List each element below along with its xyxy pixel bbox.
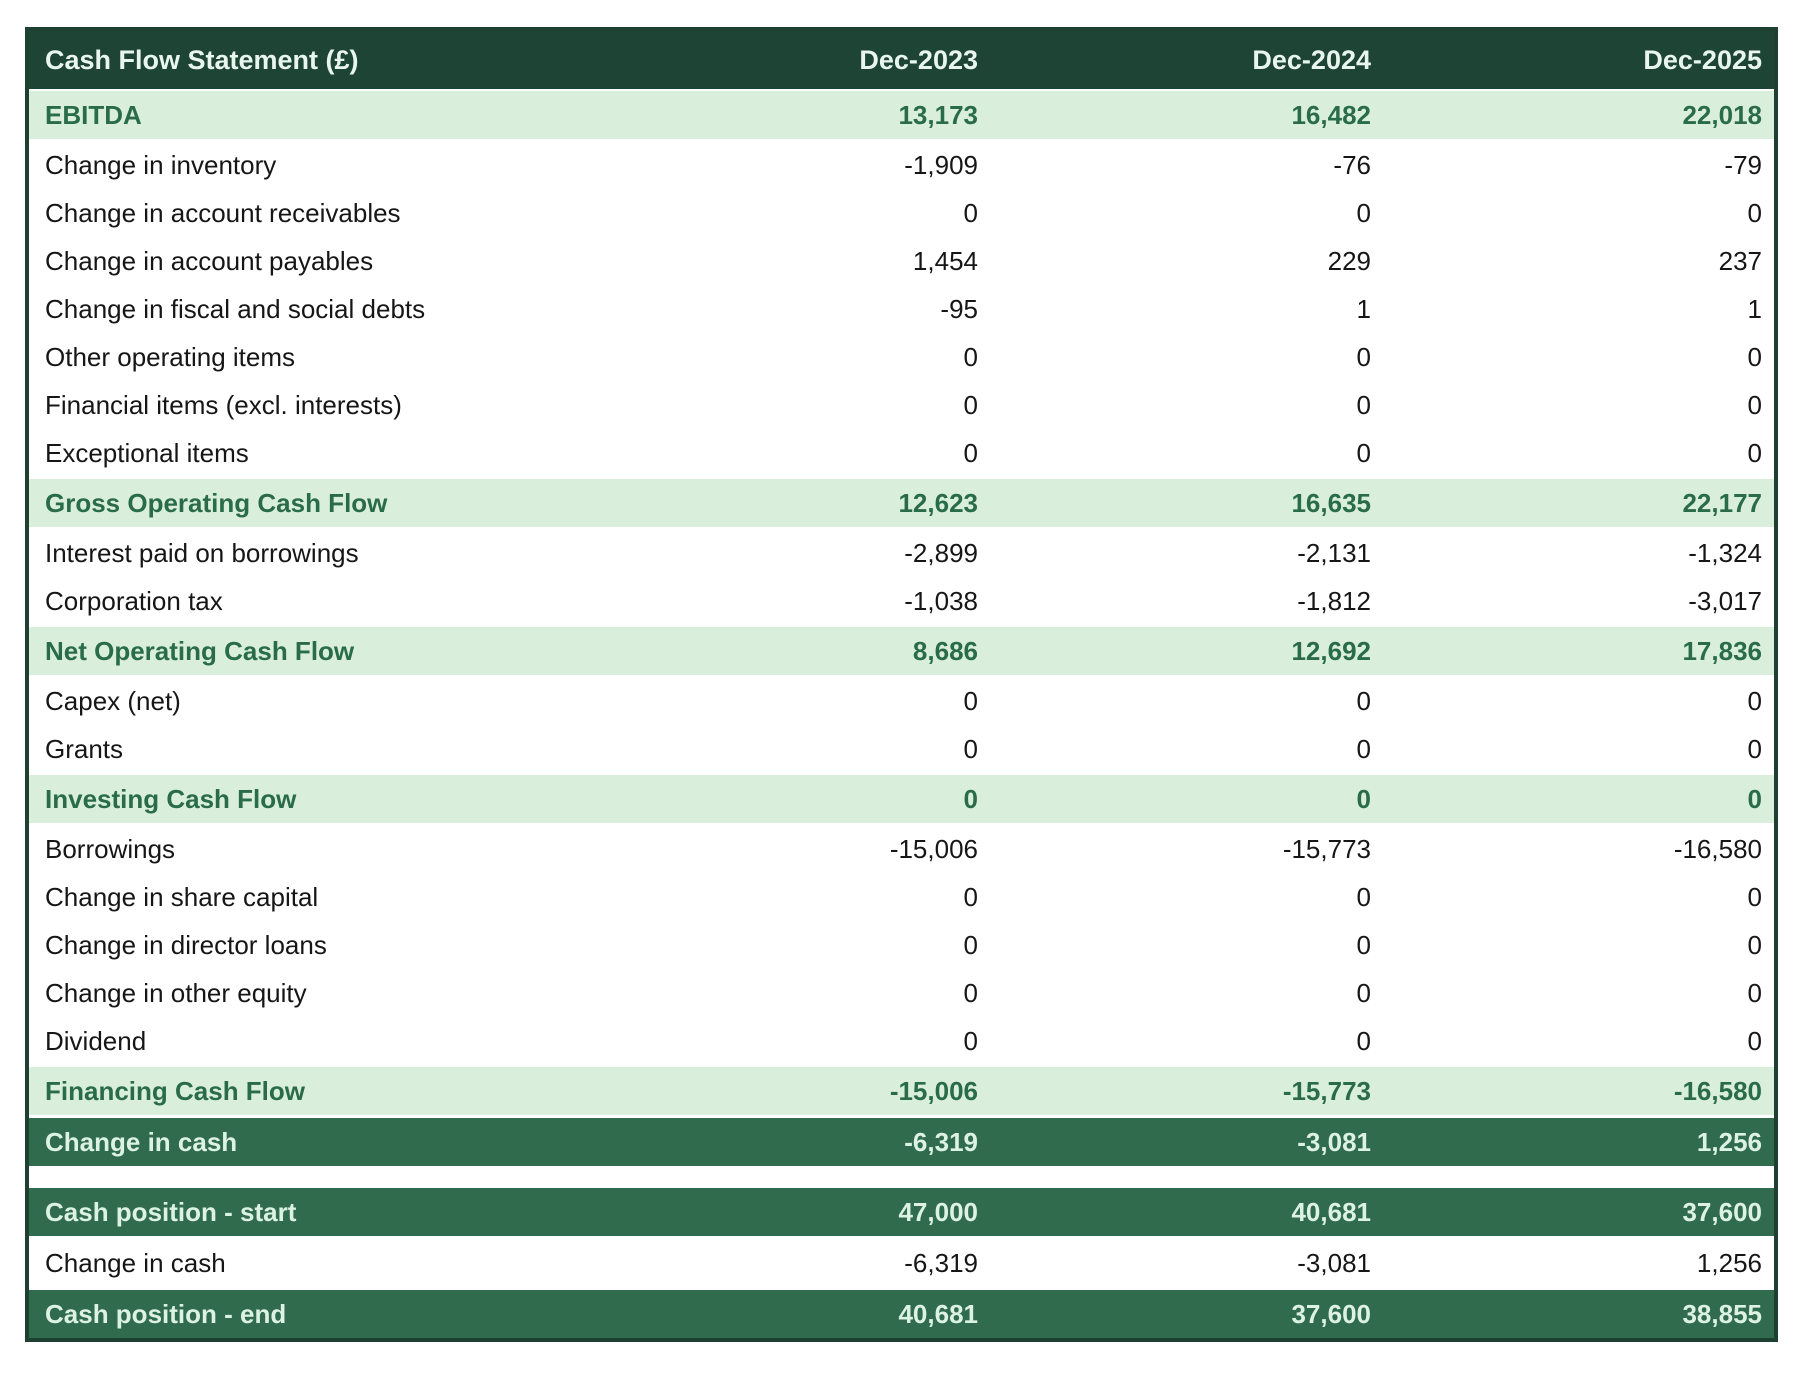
cell-value: 47,000	[597, 1187, 990, 1238]
table-row	[27, 333, 1776, 381]
table-row	[27, 824, 1776, 873]
cell-value: -76	[990, 140, 1383, 189]
cell-value: 38,855	[1383, 1289, 1776, 1341]
table-row	[27, 1238, 1776, 1289]
table-row	[27, 969, 1776, 1017]
table-row	[27, 725, 1776, 774]
column-header-dec-2025: Dec-2025	[1383, 29, 1776, 90]
cell-value: -6,319	[597, 1238, 990, 1289]
cell-value: 22,177	[1383, 478, 1776, 528]
cell-value: 12,692	[990, 626, 1383, 676]
cell-value: 0	[990, 725, 1383, 774]
cell-value: 0	[597, 725, 990, 774]
cell-value: 0	[1383, 774, 1776, 824]
cell-value: 0	[597, 774, 990, 824]
row-label: Net Operating Cash Flow	[27, 626, 597, 676]
cell-value: 0	[597, 1017, 990, 1066]
cell-value: 0	[990, 429, 1383, 478]
cell-value: 0	[990, 873, 1383, 921]
row-label: Borrowings	[27, 824, 597, 873]
cell-value: 0	[990, 676, 1383, 725]
table-body	[27, 90, 1776, 1340]
cell-value: -16,580	[1383, 1066, 1776, 1117]
cell-value: 0	[1383, 189, 1776, 237]
cell-value: -16,580	[1383, 824, 1776, 873]
table-row	[27, 381, 1776, 429]
row-label: Financing Cash Flow	[27, 1066, 597, 1117]
cell-value: 1,256	[1383, 1238, 1776, 1289]
row-label: Change in share capital	[27, 873, 597, 921]
cell-value: 17,836	[1383, 626, 1776, 676]
cell-value: 0	[597, 333, 990, 381]
cell-value: 16,482	[990, 90, 1383, 140]
row-label: Cash position - end	[27, 1289, 597, 1341]
cell-value: -2,899	[597, 528, 990, 577]
cell-value: 40,681	[990, 1187, 1383, 1238]
row-label: EBITDA	[27, 90, 597, 140]
cell-value: -15,773	[990, 1066, 1383, 1117]
cell-value: -95	[597, 285, 990, 333]
cell-value: 0	[990, 921, 1383, 969]
cell-value: -1,324	[1383, 528, 1776, 577]
row-label: Capex (net)	[27, 676, 597, 725]
cell-value: 0	[597, 676, 990, 725]
table-row	[27, 1289, 1776, 1341]
cell-value: 8,686	[597, 626, 990, 676]
cell-value: 0	[1383, 1017, 1776, 1066]
row-label: Grants	[27, 725, 597, 774]
table-row	[27, 1117, 1776, 1168]
table-row	[27, 528, 1776, 577]
row-label: Change in account payables	[27, 237, 597, 285]
row-label: Change in other equity	[27, 969, 597, 1017]
cell-value: 1	[1383, 285, 1776, 333]
cell-value: 37,600	[990, 1289, 1383, 1341]
cell-value: 1	[990, 285, 1383, 333]
table-row	[27, 189, 1776, 237]
table-row	[27, 429, 1776, 478]
table-row	[27, 626, 1776, 676]
header-row	[27, 29, 1776, 90]
cell-value: 0	[1383, 873, 1776, 921]
cell-value: 22,018	[1383, 90, 1776, 140]
cell-value: 0	[1383, 725, 1776, 774]
row-separator	[27, 1168, 1776, 1187]
cell-value: 0	[1383, 676, 1776, 725]
row-label: Change in cash	[27, 1117, 597, 1168]
cell-value: 13,173	[597, 90, 990, 140]
row-label: Change in cash	[27, 1238, 597, 1289]
cell-value: -1,909	[597, 140, 990, 189]
column-header-dec-2023: Dec-2023	[597, 29, 990, 90]
cell-value: 0	[1383, 921, 1776, 969]
table-row	[27, 285, 1776, 333]
cell-value: -15,006	[597, 824, 990, 873]
cell-value: -15,006	[597, 1066, 990, 1117]
table-row	[27, 774, 1776, 824]
row-label: Financial items (excl. interests)	[27, 381, 597, 429]
cell-value: 0	[990, 969, 1383, 1017]
row-label: Corporation tax	[27, 577, 597, 626]
cell-value: 0	[1383, 969, 1776, 1017]
cell-value: 0	[597, 381, 990, 429]
cell-value: -79	[1383, 140, 1776, 189]
cell-value: 0	[990, 1017, 1383, 1066]
cell-value: 0	[597, 189, 990, 237]
separator-row	[27, 1168, 1776, 1187]
table-row	[27, 921, 1776, 969]
row-label: Change in account receivables	[27, 189, 597, 237]
cell-value: -2,131	[990, 528, 1383, 577]
cell-value: -15,773	[990, 824, 1383, 873]
cash-flow-statement-table	[25, 27, 1778, 1342]
row-label: Change in director loans	[27, 921, 597, 969]
table-row	[27, 1066, 1776, 1117]
cell-value: 229	[990, 237, 1383, 285]
row-label: Exceptional items	[27, 429, 597, 478]
table-row	[27, 90, 1776, 140]
cell-value: 12,623	[597, 478, 990, 528]
cell-value: 0	[1383, 333, 1776, 381]
table-row	[27, 676, 1776, 725]
table-title: Cash Flow Statement (£)	[27, 29, 597, 90]
cell-value: 16,635	[990, 478, 1383, 528]
row-label: Cash position - start	[27, 1187, 597, 1238]
row-label: Interest paid on borrowings	[27, 528, 597, 577]
table-row	[27, 577, 1776, 626]
cell-value: 0	[597, 429, 990, 478]
cell-value: -1,812	[990, 577, 1383, 626]
cell-value: 1,256	[1383, 1117, 1776, 1168]
row-label: Other operating items	[27, 333, 597, 381]
cell-value: -3,081	[990, 1117, 1383, 1168]
cell-value: -1,038	[597, 577, 990, 626]
cell-value: 0	[990, 774, 1383, 824]
table-row	[27, 1017, 1776, 1066]
row-label: Investing Cash Flow	[27, 774, 597, 824]
table-row	[27, 237, 1776, 285]
cell-value: 0	[1383, 429, 1776, 478]
cell-value: -3,017	[1383, 577, 1776, 626]
cell-value: 0	[990, 333, 1383, 381]
cell-value: 0	[597, 921, 990, 969]
table-row	[27, 140, 1776, 189]
column-header-dec-2024: Dec-2024	[990, 29, 1383, 90]
cell-value: 0	[597, 969, 990, 1017]
cell-value: 37,600	[1383, 1187, 1776, 1238]
cell-value: 237	[1383, 237, 1776, 285]
row-label: Change in fiscal and social debts	[27, 285, 597, 333]
cell-value: -3,081	[990, 1238, 1383, 1289]
cell-value: 0	[990, 381, 1383, 429]
table-header	[27, 29, 1776, 90]
table-row	[27, 873, 1776, 921]
row-label: Dividend	[27, 1017, 597, 1066]
cell-value: 0	[990, 189, 1383, 237]
row-label: Gross Operating Cash Flow	[27, 478, 597, 528]
cell-value: 0	[597, 873, 990, 921]
table-row	[27, 478, 1776, 528]
cell-value: 0	[1383, 381, 1776, 429]
cell-value: -6,319	[597, 1117, 990, 1168]
table-row	[27, 1187, 1776, 1238]
cell-value: 40,681	[597, 1289, 990, 1341]
cell-value: 1,454	[597, 237, 990, 285]
row-label: Change in inventory	[27, 140, 597, 189]
